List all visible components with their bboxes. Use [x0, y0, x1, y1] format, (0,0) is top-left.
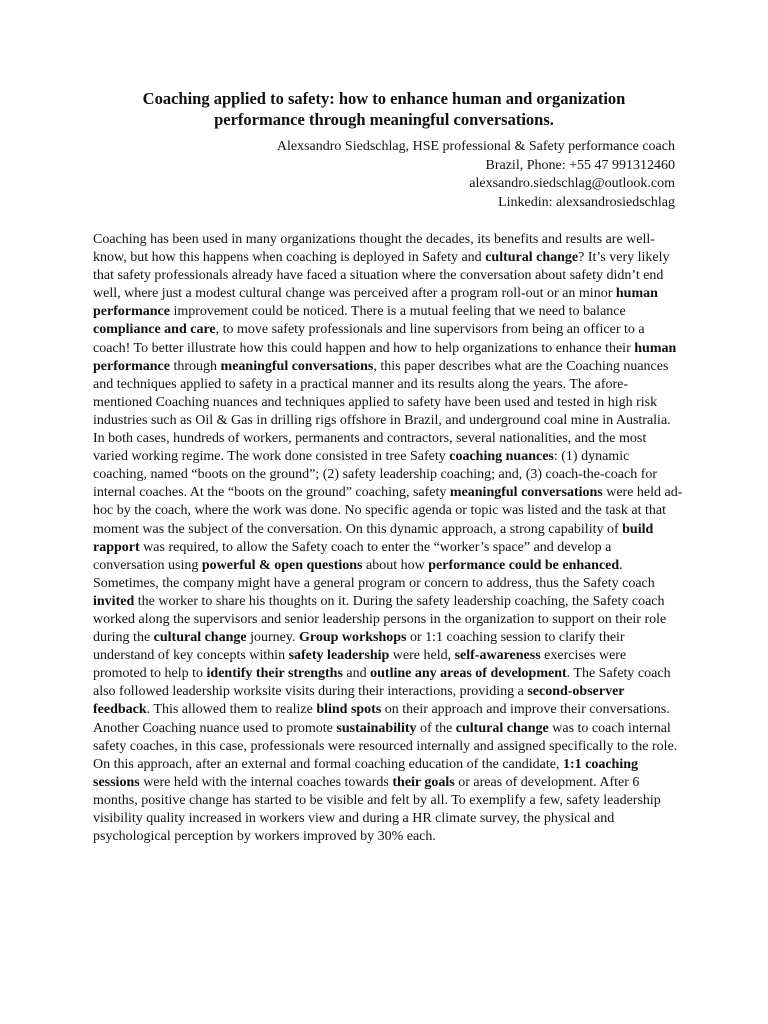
- body-bold-19: blind spots: [316, 702, 382, 718]
- body-bold-23: their goals: [392, 774, 455, 790]
- body-text-16: exercises were promoted to help to: [93, 648, 627, 682]
- body-text-5: through: [169, 358, 221, 374]
- author-email: alexsandro.siedschlag@outlook.com: [469, 176, 675, 191]
- body-text-20: on their approach and improve their conversations. Another Coaching nuance used to promote: [93, 702, 670, 736]
- body-bold-4: human performance: [93, 340, 677, 374]
- body-text-6: , this paper describes what are the Coaching nuances and techniques applied to safety in a practical manner and its results along the years. The afore-mentioned Coaching nuances and techniques applied to safety have been used and tested in high risk industries such as Oil & Gas in drilling rigs offshore in Brazil, and underground coal mine in Australia. In both cases, hundreds of workers, permanents and contractors, several nationalities, and the most varied working regime. The work done consisted in tree Safety: [93, 358, 671, 465]
- body-text-17: and: [342, 666, 371, 682]
- body-bold-12: cultural change: [153, 630, 247, 646]
- body-bold-6: coaching nuances: [449, 449, 554, 465]
- body-bold-14: safety leadership: [288, 648, 390, 664]
- body-text-10: about how: [362, 557, 429, 573]
- abstract-paragraph: [93, 231, 683, 846]
- body-text-18: . The Safety coach also followed leadership worksite visits during their interactions, providing a: [93, 666, 671, 700]
- body-bold-11: invited: [93, 593, 135, 609]
- body-bold-5: meaningful conversations: [220, 358, 374, 374]
- title-line-2: performance through meaningful conversations.: [214, 110, 554, 129]
- body-bold-21: cultural change: [455, 720, 549, 736]
- body-text-11: . Sometimes, the company might have a general program or concern to address, thus the Safety coach: [93, 557, 655, 591]
- body-text-3: improvement could be noticed. There is a mutual feeling that we need to balance: [169, 304, 626, 320]
- page-title: [60, 88, 708, 130]
- body-bold-22: 1:1 coaching sessions: [93, 756, 639, 790]
- body-text-4: , to move safety professionals and line supervisors from being an officer to a coach! To better illustrate how this could happen and how to help organizations to enhance their: [93, 322, 645, 356]
- body-text-23: were held with the internal coaches towards: [139, 774, 393, 790]
- body-text-19: . This allowed them to realize: [146, 702, 317, 718]
- author-location-phone: Brazil, Phone: +55 47 991312460: [485, 157, 675, 173]
- body-bold-18: second-observer feedback: [93, 684, 625, 718]
- body-text-22: was to coach internal safety coaches, in this case, professionals were resourced internally and assigned specifically to the role. On this approach, after an external and formal coaching education of the candidate,: [93, 720, 678, 772]
- body-text-12: the worker to share his thoughts on it. During the safety leadership coaching, the Safety coach worked along the supervisors and senior leadership persons in the organization to support on their role during the: [93, 593, 667, 646]
- body-bold-10: performance could be enhanced: [428, 557, 620, 573]
- body-bold-17: outline any areas of development: [370, 666, 567, 682]
- body-text-7: : (1) dynamic coaching, named “boots on the ground”; (2) safety leadership coaching; and, (3) coach-the-coach for internal coaches. At the “boots on the ground” coaching, safety: [93, 449, 658, 501]
- body-bold-9: powerful & open questions: [201, 557, 363, 573]
- author-linkedin: Linkedin: alexsandrosiedschlag: [498, 194, 675, 210]
- author-name-role: Alexsandro Siedschlag, HSE professional & Safety performance coach: [276, 139, 675, 154]
- body-bold-15: self-awareness: [454, 648, 541, 664]
- body-text-14: or 1:1 coaching session to clarify their understand of key concepts within: [93, 630, 625, 664]
- body-bold-16: identify their strengths: [206, 666, 343, 682]
- body-text-21: of the: [416, 720, 456, 736]
- body-bold-20: sustainability: [336, 720, 417, 736]
- body-text-8: were held ad-hoc by the coach, where the work was done. No specific agenda or topic was listed and the task at that moment was the subject of the conversation. On this dynamic approach, a strong capability of: [93, 485, 683, 537]
- author-block: [277, 138, 675, 212]
- body-bold-8: build rapport: [93, 521, 654, 555]
- body-text-9: was required, to allow the Safety coach to enter the “worker’s space” and develop a conversation using: [93, 539, 612, 573]
- body-bold-13: Group workshops: [298, 630, 407, 646]
- title-line-1: Coaching applied to safety: how to enhance human and organization: [142, 89, 626, 108]
- body-text-2: ? It’s very likely that safety professionals already have faced a situation where the conversation about safety didn’t end well, where just a modest cultural change was perceived after a program roll-out or an minor: [93, 250, 670, 302]
- body-bold-7: meaningful conversations: [449, 485, 603, 501]
- body-bold-3: compliance and care: [93, 322, 216, 338]
- body-text-15: were held,: [389, 648, 455, 664]
- body-text-13: journey.: [246, 630, 299, 646]
- body-bold-2: human performance: [93, 286, 658, 320]
- body-text-1: Coaching has been used in many organizations thought the decades, its benefits and results are well-know, but how this happens when coaching is deployed in Safety and: [93, 232, 655, 266]
- body-text-24: or areas of development. After 6 months, positive change has started to be visible and felt by all. To exemplify a few, safety leadership visibility quality increased in workers view and during a HR climate survey, the physical and psychological perception by workers improved by 30% each.: [93, 774, 661, 845]
- body-bold-1: cultural change: [485, 250, 579, 266]
